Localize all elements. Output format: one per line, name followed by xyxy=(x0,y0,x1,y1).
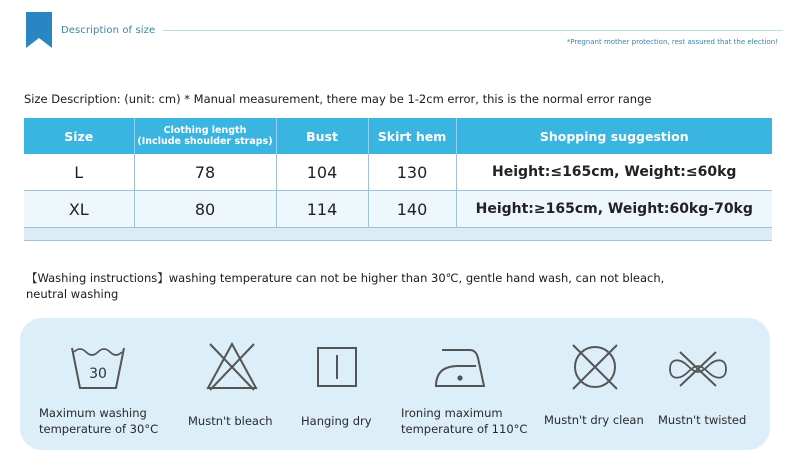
bookmark-ribbon-icon xyxy=(26,12,52,48)
header-divider xyxy=(163,30,783,31)
wash-30-label-line1: Maximum washing xyxy=(39,406,147,420)
cell-hem: 130 xyxy=(368,154,456,191)
header-clothing-length-line1: Clothing length xyxy=(163,125,247,136)
cell-suggestion: Height:≥165cm, Weight:60kg-70kg xyxy=(456,191,772,228)
size-table xyxy=(24,118,772,228)
header-bust: Bust xyxy=(276,118,368,154)
washing-instructions-line2: neutral washing xyxy=(26,287,119,301)
no-dry-clean-icon xyxy=(568,340,622,394)
no-twist-icon xyxy=(666,348,730,390)
section-title: Description of size xyxy=(61,25,156,36)
washing-instructions-line1: 【Washing instructions】washing temperature can not be higher than 30℃, gentle hand wash, can not bleach, xyxy=(26,271,665,285)
no-dry-clean-item xyxy=(568,340,622,394)
cell-bust: 114 xyxy=(276,191,368,228)
wash-30-label xyxy=(39,405,158,437)
wash-30-label-line2: temperature of 30°C xyxy=(39,422,159,436)
cell-length: 80 xyxy=(134,191,276,228)
wash-temperature-value: 30 xyxy=(89,366,107,382)
no-bleach-label: Mustn't bleach xyxy=(188,414,273,428)
wash-30-icon xyxy=(68,340,128,394)
cell-bust: 104 xyxy=(276,154,368,191)
cell-size: L xyxy=(24,154,134,191)
header-skirt-hem: Skirt hem xyxy=(368,118,456,154)
table-row xyxy=(24,154,772,191)
header-clothing-length xyxy=(134,118,276,154)
no-bleach-icon xyxy=(204,340,260,394)
size-table-header xyxy=(24,118,772,154)
washing-instructions xyxy=(26,270,746,302)
size-description: Size Description: (unit: cm) * Manual measurement, there may be 1-2cm error, this is the normal error range xyxy=(24,92,652,106)
cell-size: XL xyxy=(24,191,134,228)
iron-label xyxy=(401,405,527,437)
washing-icons-panel xyxy=(20,318,770,450)
no-twist-label: Mustn't twisted xyxy=(658,413,747,427)
hang-dry-label: Hanging dry xyxy=(301,414,372,428)
wash-30-item xyxy=(68,340,128,394)
header-clothing-length-line2: (Include shoulder straps) xyxy=(137,136,273,147)
iron-label-line1: Ironing maximum xyxy=(401,406,503,420)
table-footer-band xyxy=(24,228,772,241)
table-row xyxy=(24,191,772,228)
header-size: Size xyxy=(24,118,134,154)
cell-hem: 140 xyxy=(368,191,456,228)
no-twist-item xyxy=(666,348,730,390)
iron-label-line2: temperature of 110°C xyxy=(401,422,528,436)
hang-dry-icon xyxy=(316,346,358,388)
cell-length: 78 xyxy=(134,154,276,191)
no-bleach-item xyxy=(204,340,260,394)
no-dry-clean-label: Mustn't dry clean xyxy=(544,413,644,427)
header-shopping-suggestion: Shopping suggestion xyxy=(456,118,772,154)
iron-item xyxy=(430,344,490,392)
hang-dry-item xyxy=(316,346,358,388)
header-note: *Pregnant mother protection, rest assured that the election! xyxy=(566,38,778,46)
cell-suggestion: Height:≤165cm, Weight:≤60kg xyxy=(456,154,772,191)
iron-icon xyxy=(430,344,490,392)
